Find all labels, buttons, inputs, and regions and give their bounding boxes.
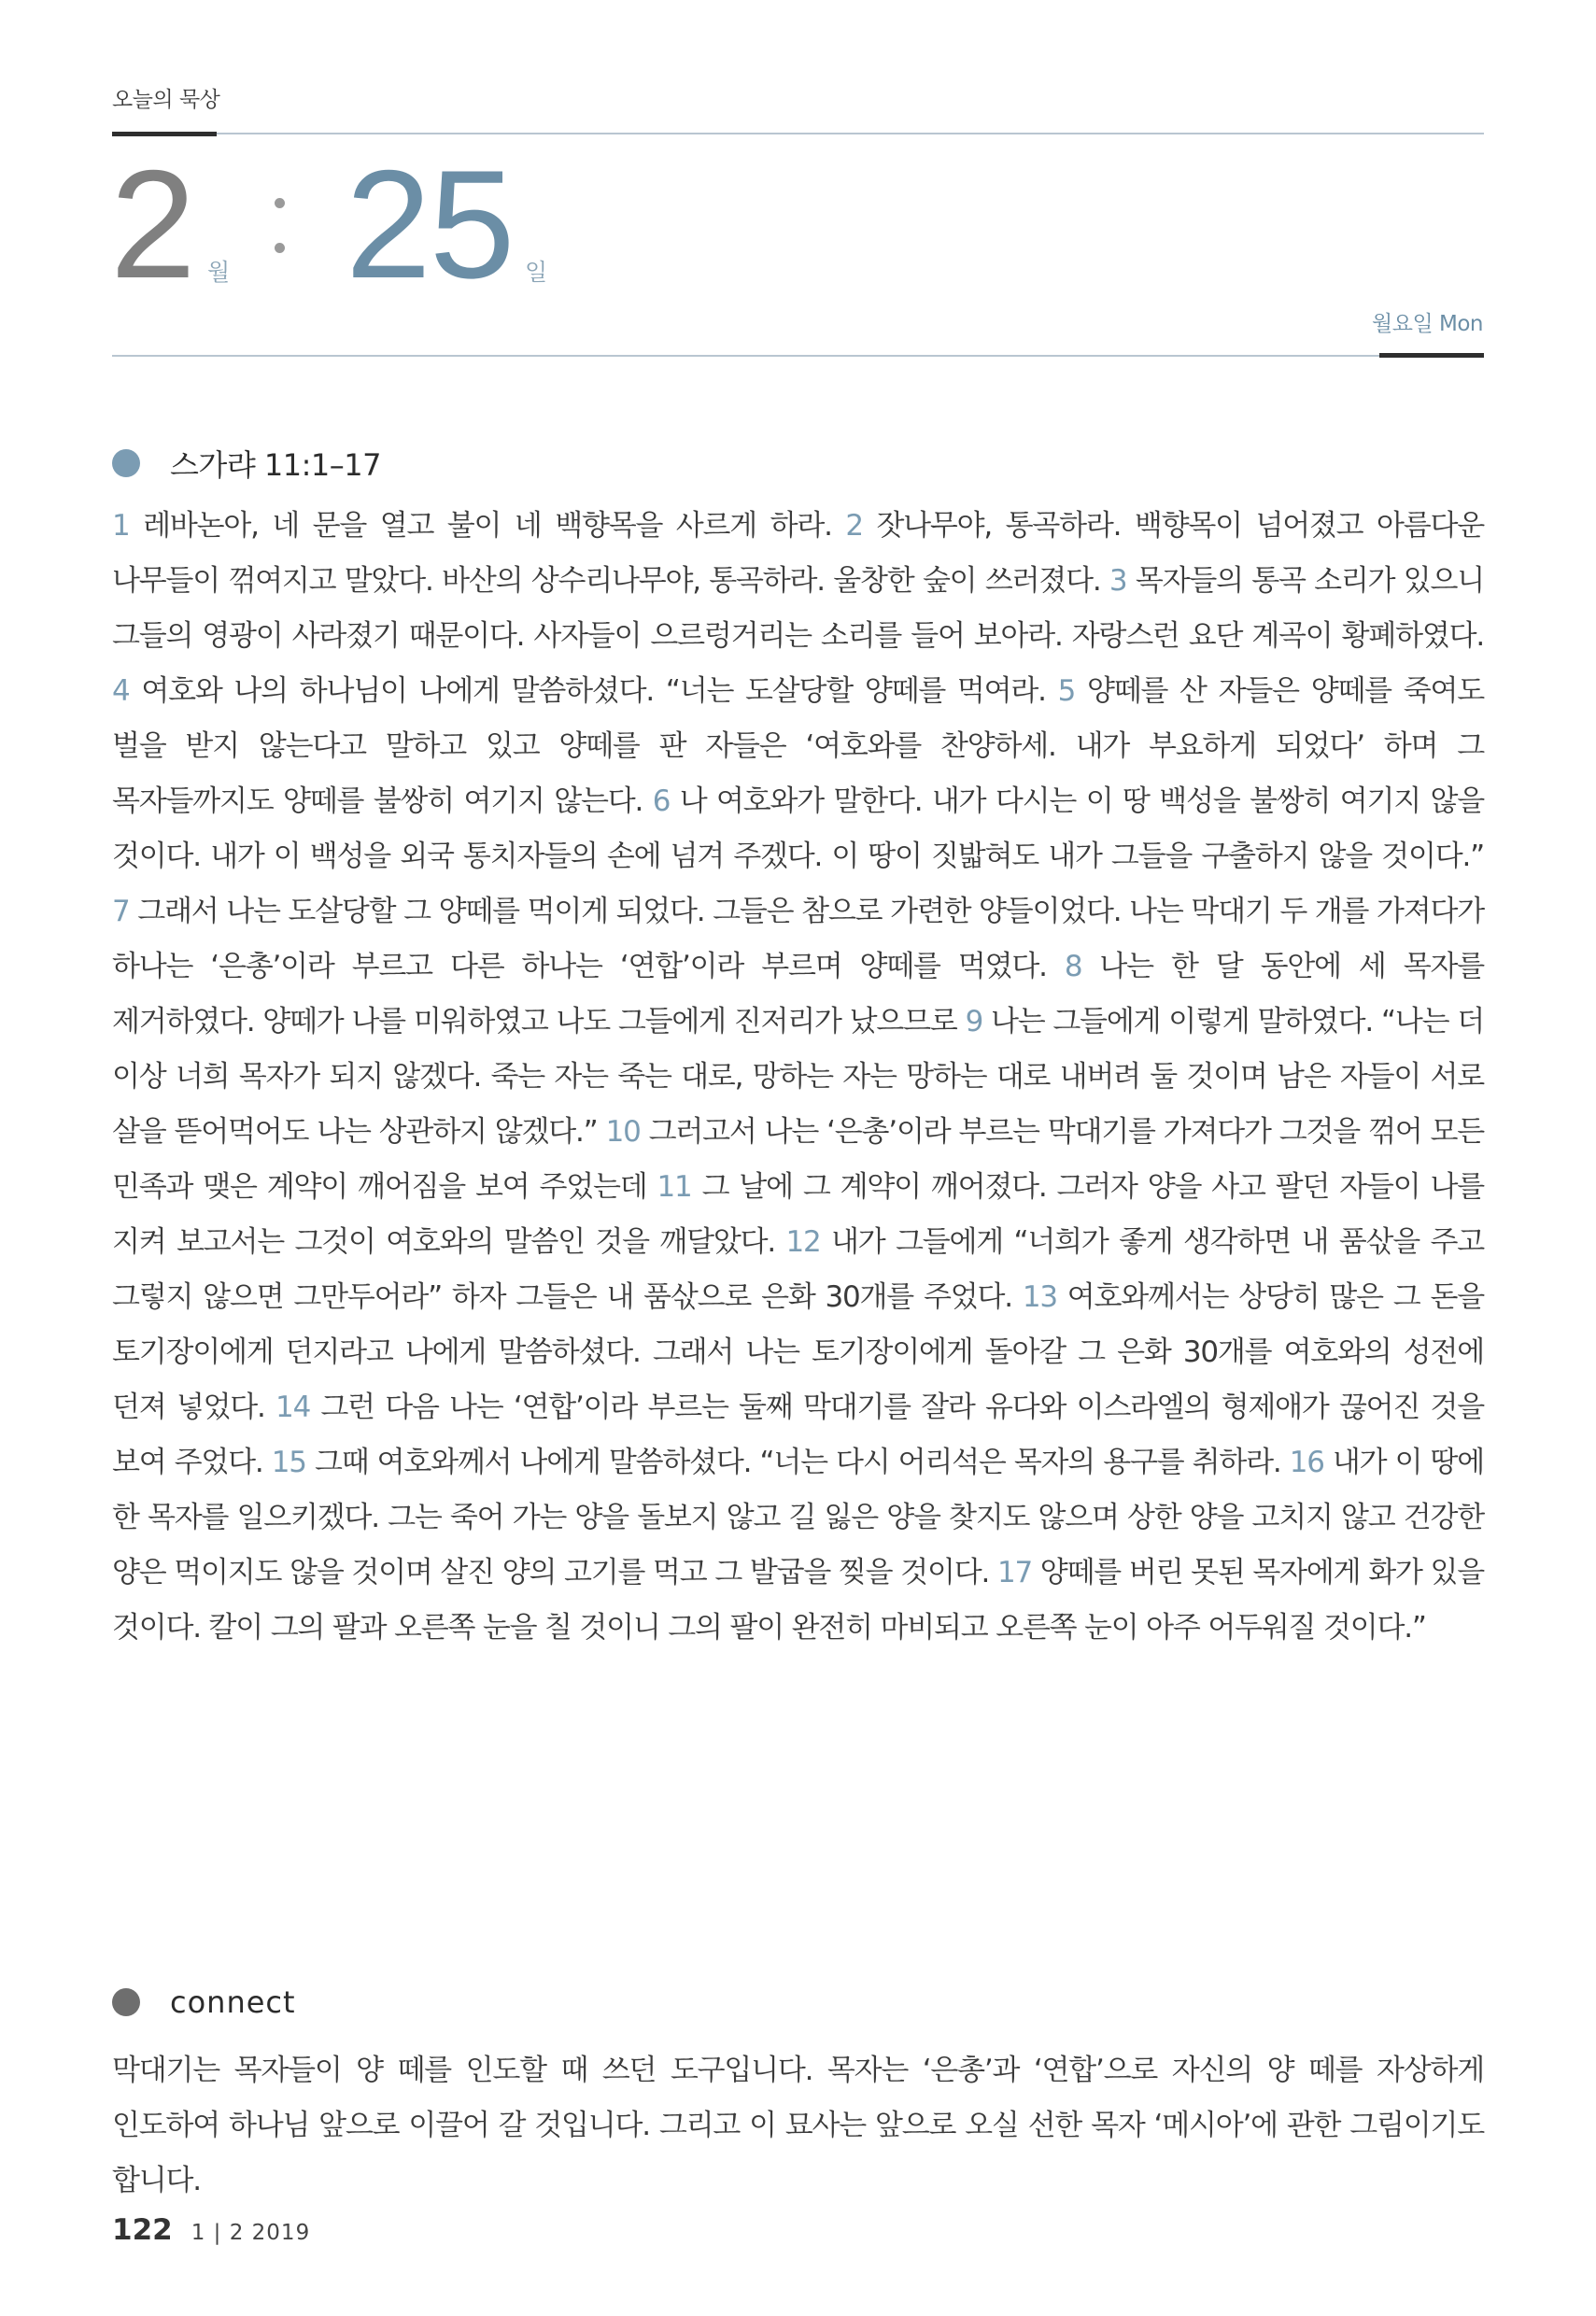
verse-number: 17 [996,1556,1032,1589]
verse-text: 내가 이 땅에 한 목자를 일으키겠다. 그는 죽어 가는 양을 돌보지 않고 길 잃은 양을 찾지도 않으며 상한 양을 고치지 않고 건강한 양은 먹이지도 않을 것이며 살진 양의 고기를 먹고 그 발굽을 찢을 것이다. [112,1446,1484,1589]
section-label: 오늘의 묵상 [112,88,220,112]
date-month: 2 [110,138,194,310]
verse-number: 3 [1109,564,1127,598]
verse-text: 양떼를 버린 못된 목자에게 화가 있을 것이다. 칼이 그의 팔과 오른쪽 눈을 칠 것이니 그의 팔이 완전히 마비되고 오른쪽 눈이 아주 어두워질 것이다.” [112,1556,1484,1645]
verse-number: 7 [112,895,130,928]
verse-number: 8 [1064,950,1082,983]
verse-number: 1 [112,509,130,543]
verse-number: 6 [652,784,671,818]
verse-number: 16 [1289,1446,1324,1479]
mid-rule [112,355,1433,357]
verse-text: 레바논아, 네 문을 열고 불이 네 백향목을 사르게 하라. [129,509,846,543]
label-underline [112,132,217,136]
passage-reference: 스가랴 11:1–17 [170,447,381,483]
verse-text: 그러고서 나는 ‘은총’이라 부르는 막대기를 가져다가 그것을 꺾어 모든 민족과 맺은 계약이 깨어짐을 보여 주었는데 [112,1115,1484,1204]
verse-text: 목자들의 통곡 소리가 있으니 그들의 영광이 사라졌기 때문이다. 사자들이 으르렁거리는 소리를 들어 보아라. 자랑스런 요단 계곡이 황폐하였다. [112,564,1484,653]
verse-number: 12 [785,1225,821,1259]
top-rule [217,133,1484,134]
verse-number: 2 [845,509,863,543]
page-footer [112,2213,310,2247]
verse-number: 13 [1022,1280,1057,1314]
month-unit: 월 [207,259,231,286]
verse-number: 4 [112,674,130,708]
verse-text: 양떼를 산 자들은 양떼를 죽여도 벌을 받지 않는다고 말하고 있고 양떼를 판 자들은 ‘여호와를 찬양하세. 내가 부요하게 되었다’ 하며 그 목자들까지도 양떼를 불쌍히 여기지 않는다. [112,674,1484,818]
verse-number: 9 [965,1005,983,1038]
day-unit: 일 [525,259,548,286]
connect-heading [112,1984,296,2020]
verse-text: 그래서 나는 도살당할 그 양떼를 먹이게 되었다. 그들은 참으로 가련한 양들이었다. 나는 막대기 두 개를 가져다가 하나는 ‘은총’이라 부르고 다른 하나는 ‘연합’이라 부르며 양떼를 먹였다. [112,895,1484,983]
passage-bullet [112,449,140,477]
verse-number: 14 [275,1391,311,1424]
verse-text: 그런 다음 나는 ‘연합’이라 부르는 둘째 막대기를 잘라 유다와 이스라엘의 형제애가 끊어진 것을 보여 주었다. [112,1391,1484,1479]
issue-label: 1 | 2 2019 [191,2221,311,2245]
date-day: 25 [346,138,514,310]
verse-text: 그 날에 그 계약이 깨어졌다. 그러자 양을 사고 팔던 자들이 나를 지켜 보고서는 그것이 여호와의 말씀인 것을 깨달았다. [112,1170,1485,1259]
verse-text: 내가 그들에게 “너희가 좋게 생각하면 내 품삯을 주고 그렇지 않으면 그만두어라” 하자 그들은 내 품삯으로 은화 30개를 주었다. [112,1225,1484,1314]
weekday-underline [1379,353,1484,358]
verse-text: 나는 그들에게 이렇게 말하였다. “나는 더 이상 너희 목자가 되지 않겠다. 죽는 자는 죽는 대로, 망하는 자는 망하는 대로 내버려 둘 것이며 남은 자들이 서로 살을 뜯어먹어도 나는 상관하지 않겠다.” [112,1005,1484,1149]
verse-text: 잣나무야, 통곡하라. 백향목이 넘어졌고 아름다운 나무들이 꺾여지고 말았다. 바산의 상수리나무야, 통곡하라. 울창한 숲이 쓰러졌다. [112,509,1484,598]
weekday: 월요일 Mon [1372,312,1483,336]
verse-text: 그때 여호와께서 나에게 말씀하셨다. “너는 다시 어리석은 목자의 용구를 취하라. [305,1446,1290,1479]
verse-number: 5 [1057,674,1076,708]
connect-bullet [112,1988,140,2016]
passage-heading [112,442,381,485]
connect-title: connect [170,1984,296,2020]
verse-number: 15 [271,1446,306,1479]
verse-text: 여호와께서는 상당히 많은 그 돈을 토기장이에게 던지라고 나에게 말씀하셨다. 그래서 나는 토기장이에게 돌아갈 그 은화 30개를 여호와의 성전에 던져 넣었다. [112,1280,1484,1424]
verse-number: 11 [657,1170,692,1204]
connect-text: 막대기는 목자들이 양 떼를 인도할 때 쓰던 도구입니다. 목자는 ‘은총’과 ‘연합’으로 자신의 양 떼를 자상하게 인도하여 하나님 앞으로 이끌어 갈 것입니다. 그리고 이 묘사는 앞으로 오실 선한 목자 ‘메시아’에 관한 그림이기도 합니다. [112,2054,1484,2197]
verse-text: 나 여호와가 말한다. 내가 다시는 이 땅 백성을 불쌍히 여기지 않을 것이다. 내가 이 백성을 외국 통치자들의 손에 넘겨 주겠다. 이 땅이 짓밟혀도 내가 그들을 구출하지 않을 것이다.” [112,784,1484,873]
verse-text: 여호와 나의 하나님이 나에게 말씀하셨다. “너는 도살당할 양떼를 먹여라. [129,674,1058,708]
date-colon [273,198,288,288]
page-number: 122 [112,2213,173,2247]
passage-text [112,499,1484,1656]
verse-number: 10 [605,1115,641,1149]
verse-text: 나는 한 달 동안에 세 목자를 제거하였다. 양떼가 나를 미워하였고 나도 그들에게 진저리가 났으므로 [112,950,1484,1038]
